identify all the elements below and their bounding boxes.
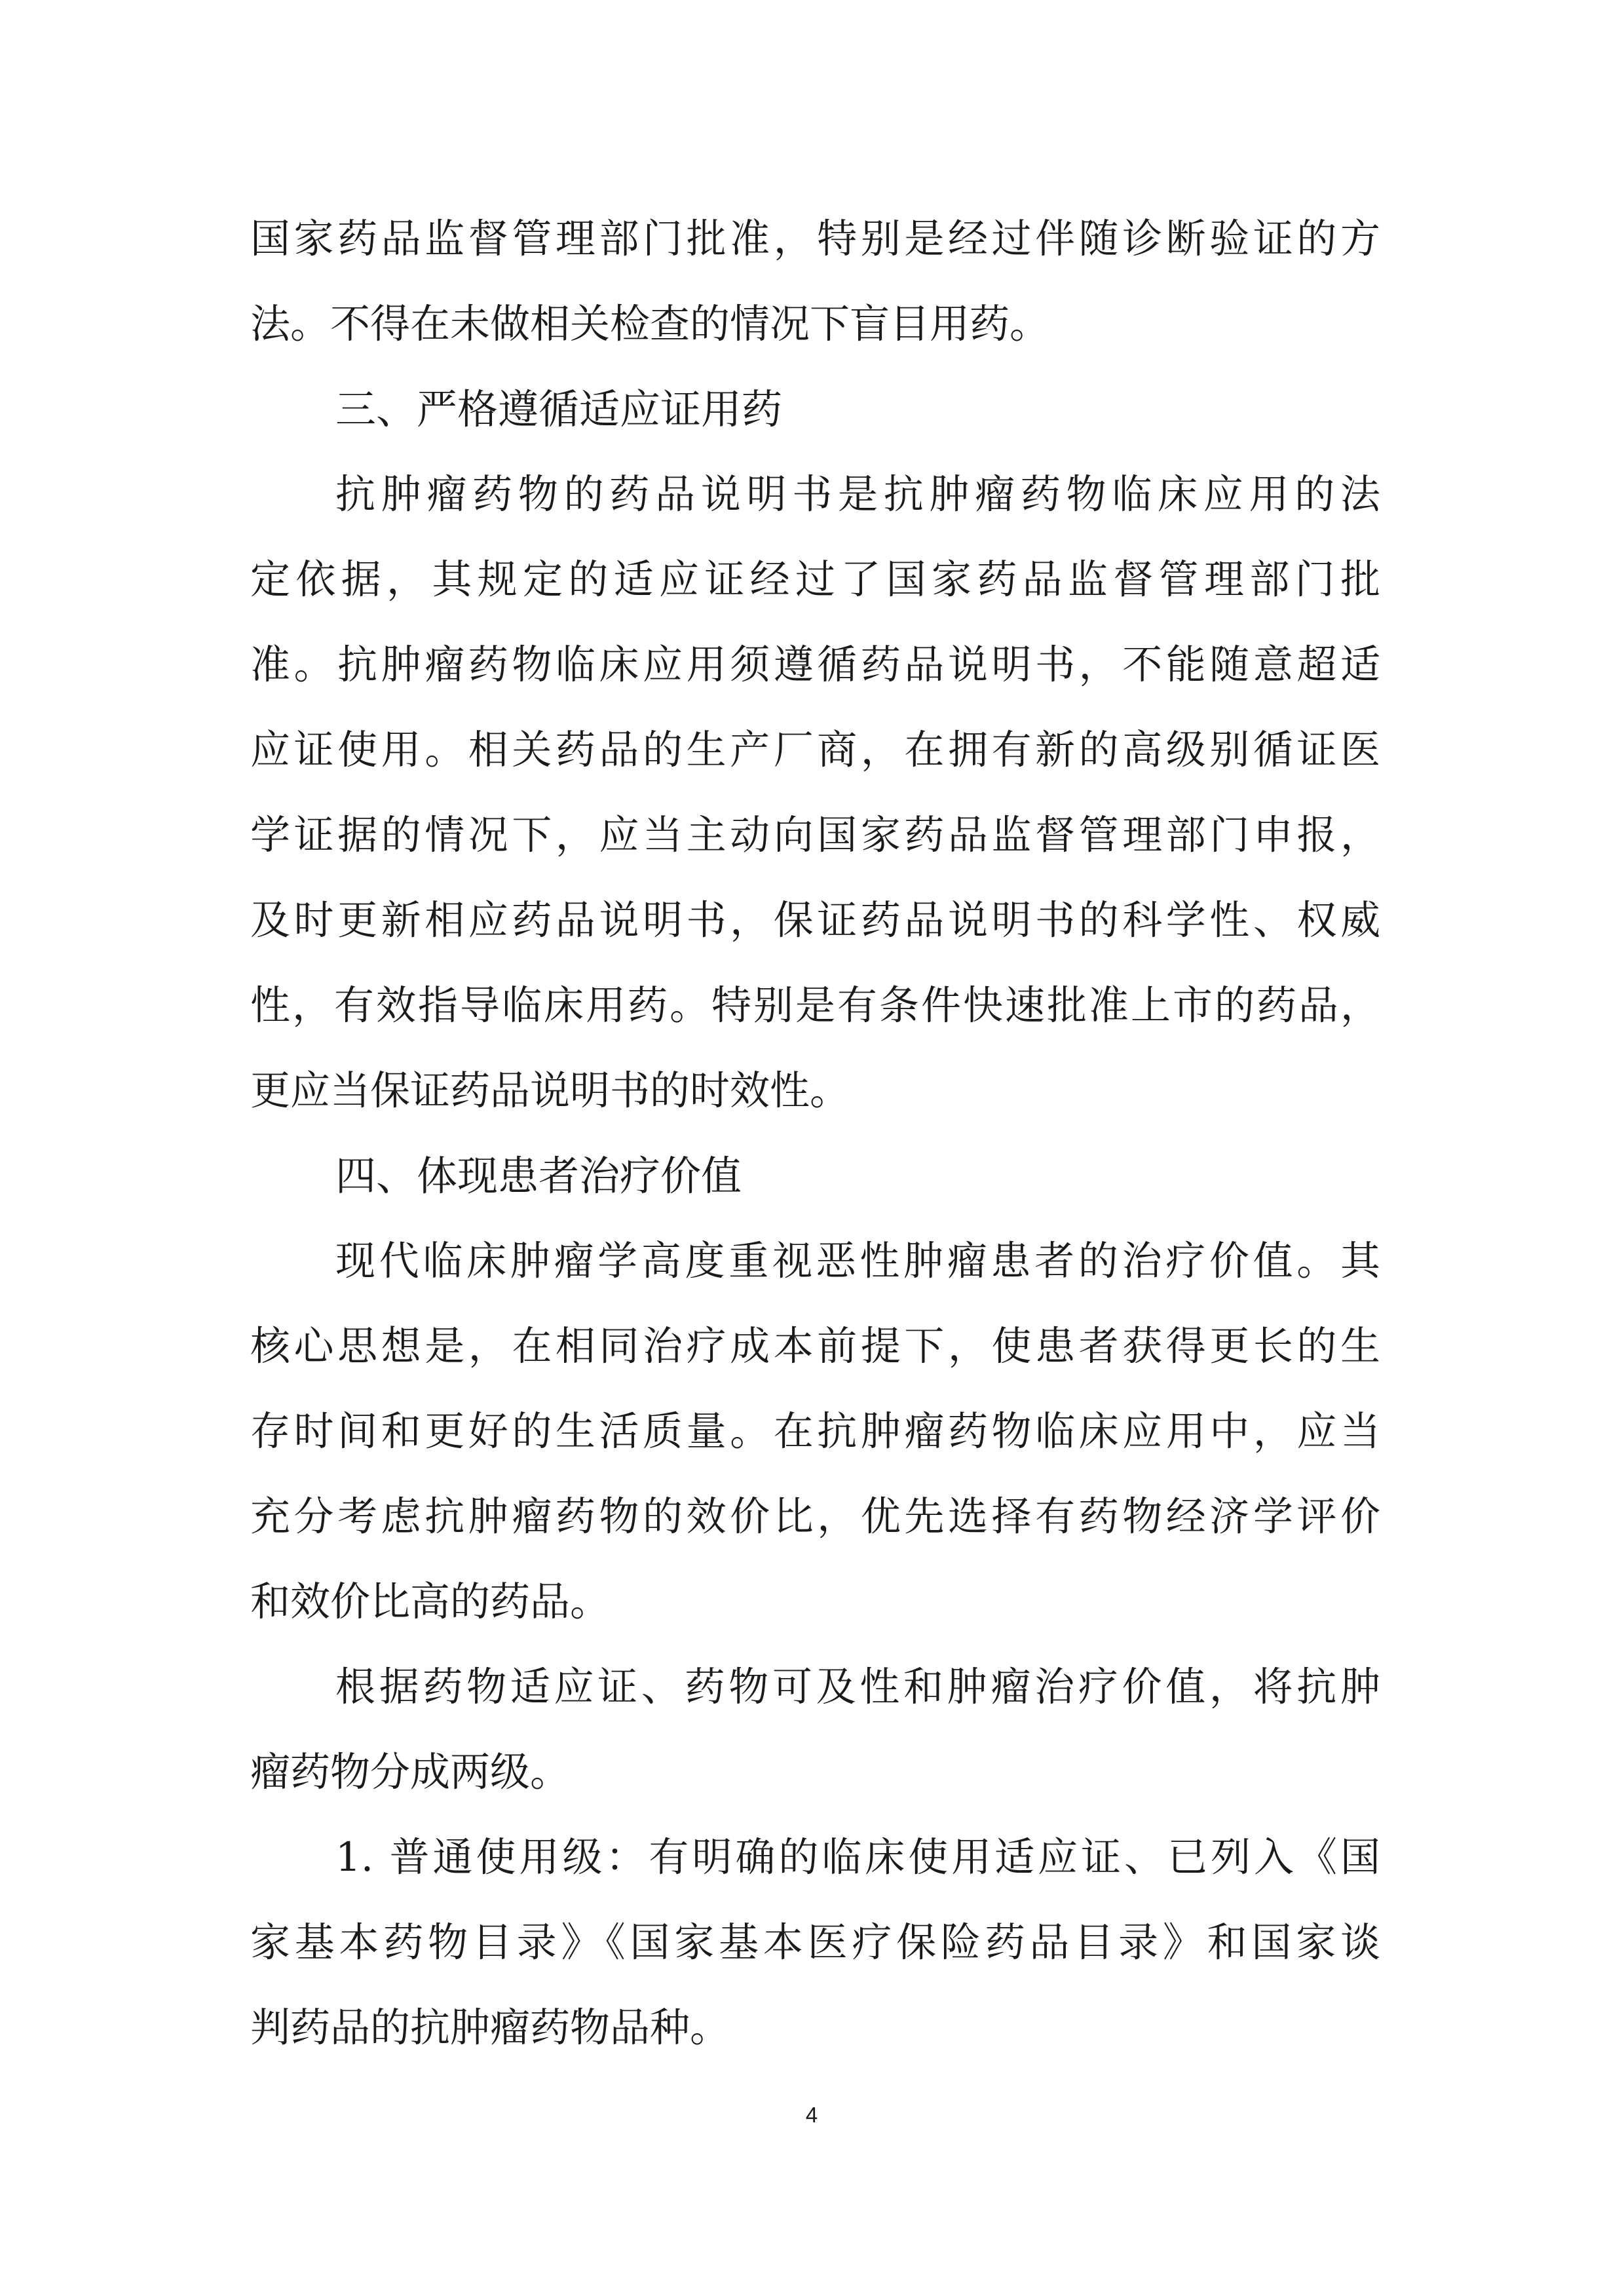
paragraph-line: 判药品的抗肿瘤药物品种。: [250, 2004, 730, 2051]
paragraph-line: 瘤药物分成两级。: [250, 1749, 571, 1795]
paragraph-line: 1. 普通使用级：有明确的临床使用适应证、已列入《国: [335, 1834, 1380, 1881]
paragraph-line: 及时更新相应药品说明书，保证药品说明书的科学性、权威: [250, 897, 1380, 944]
paragraph-line: 性，有效指导临床用药。特别是有条件快速批准上市的药品，: [250, 982, 1380, 1029]
paragraph-line: 更应当保证药品说明书的时效性。: [250, 1067, 850, 1114]
paragraph-line: 充分考虑抗肿瘤药物的效价比，优先选择有药物经济学评价: [250, 1493, 1380, 1540]
paragraph-line: 法。不得在未做相关检查的情况下盲目用药。: [250, 301, 1050, 347]
paragraph-line: 学证据的情况下，应当主动向国家药品监督管理部门申报，: [250, 812, 1380, 858]
paragraph-line: 国家药品监督管理部门批准，特别是经过伴随诊断验证的方: [250, 216, 1380, 262]
paragraph-line: 和效价比高的药品。: [250, 1578, 611, 1625]
paragraph-line: 核心思想是，在相同治疗成本前提下，使患者获得更长的生: [250, 1323, 1380, 1369]
paragraph-line: 定依据，其规定的适应证经过了国家药品监督管理部门批: [250, 556, 1380, 603]
section-heading: 四、体现患者治疗价值: [335, 1152, 742, 1200]
paragraph-line: 准。抗肿瘤药物临床应用须遵循药品说明书，不能随意超适: [250, 641, 1380, 688]
paragraph-line: 现代临床肿瘤学高度重视恶性肿瘤患者的治疗价值。其: [335, 1238, 1380, 1284]
paragraph-line: 抗肿瘤药物的药品说明书是抗肿瘤药物临床应用的法: [335, 471, 1380, 518]
paragraph-line: 存时间和更好的生活质量。在抗肿瘤药物临床应用中，应当: [250, 1408, 1380, 1455]
paragraph-line: 家基本药物目录》《国家基本医疗保险药品目录》和国家谈: [250, 1919, 1380, 1966]
page-number: 4: [805, 2103, 818, 2127]
paragraph-line: 根据药物适应证、药物可及性和肿瘤治疗价值，将抗肿: [335, 1664, 1380, 1710]
section-heading: 三、严格遵循适应证用药: [335, 385, 783, 433]
paragraph-line: 应证使用。相关药品的生产厂商，在拥有新的高级别循证医: [250, 727, 1380, 773]
